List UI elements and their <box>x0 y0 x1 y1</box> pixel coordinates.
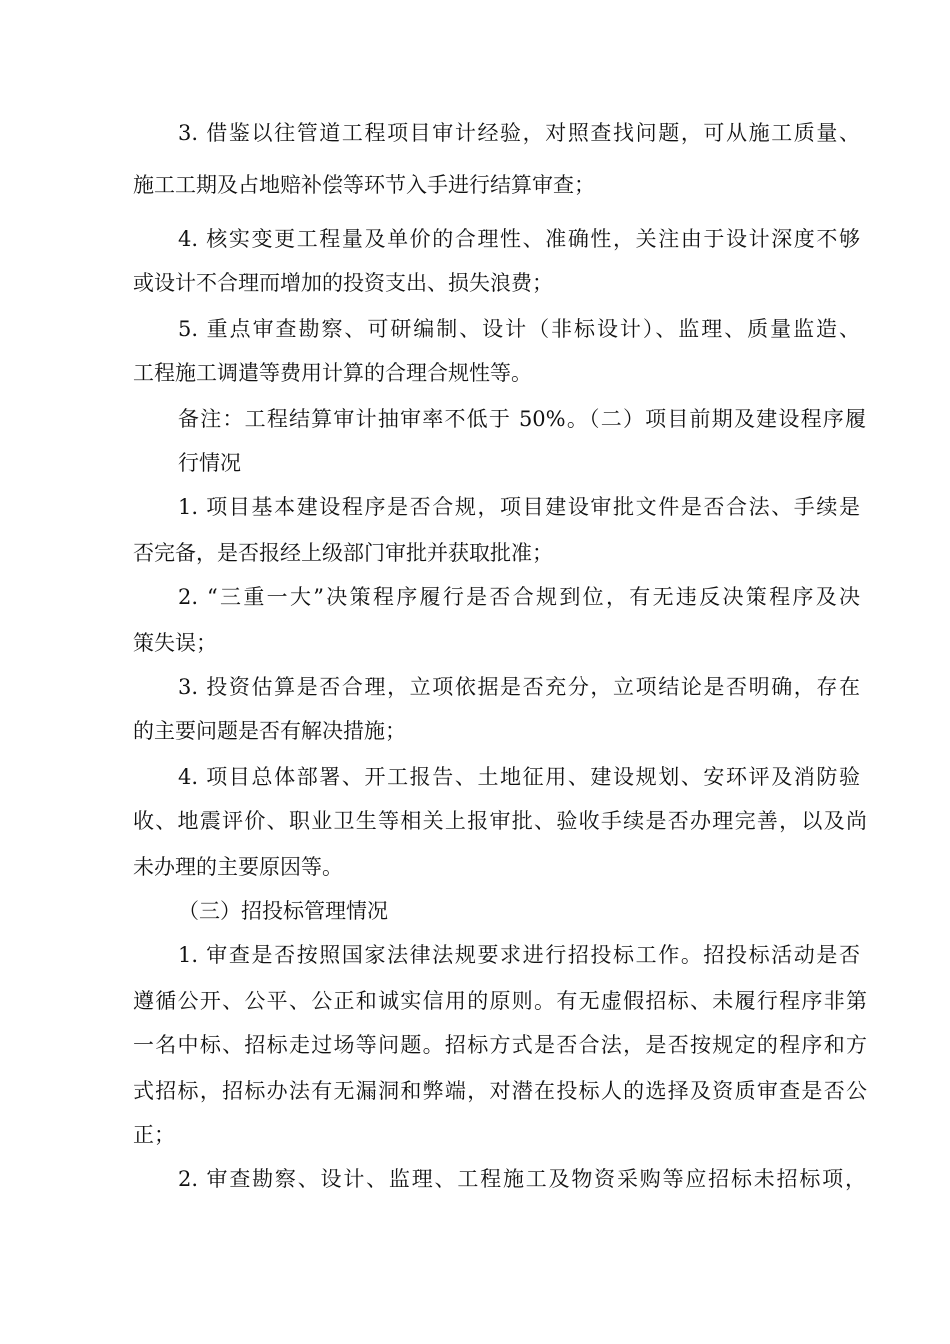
text-line: 2. 审查勘察、设计、监理、工程施工及物资采购等应招标未招标项， <box>178 1167 866 1191</box>
text-line: 2. “三重一大”决策程序履行是否合规到位，有无违反决策程序及决 <box>178 585 860 609</box>
text-line: 工程施工调遣等费用计算的合理合规性等。 <box>133 361 532 385</box>
text-line: 正； <box>133 1123 175 1147</box>
text-line: 行情况 <box>178 451 241 475</box>
text-line: 未办理的主要原因等。 <box>133 855 343 879</box>
text-line: 4. 项目总体部署、开工报告、土地征用、建设规划、安环评及消防验 <box>178 765 860 789</box>
text-line: 一名中标、招标走过场等问题。招标方式是否合法，是否按规定的程序和方 <box>133 1033 867 1057</box>
text-line: 遵循公开、公平、公正和诚实信用的原则。有无虚假招标、未履行程序非第 <box>133 989 867 1013</box>
text-line: 的主要问题是否有解决措施； <box>133 719 406 743</box>
text-line: 式招标，招标办法有无漏洞和弊端，对潜在投标人的选择及资质审查是否公 <box>133 1079 867 1103</box>
text-line: 施工工期及占地赔补偿等环节入手进行结算审查； <box>133 173 595 197</box>
text-line: 3. 投资估算是否合理，立项依据是否充分，立项结论是否明确，存在 <box>178 675 860 699</box>
text-line: 3. 借鉴以往管道工程项目审计经验，对照查找问题，可从施工质量、 <box>178 121 860 145</box>
section-heading: （三）招投标管理情况 <box>178 899 388 923</box>
text-line: 或设计不合理而增加的投资支出、损失浪费； <box>133 271 553 295</box>
text-line: 5. 重点审查勘察、可研编制、设计（非标设计）、监理、质量监造、 <box>178 317 860 341</box>
text-line: 1. 项目基本建设程序是否合规，项目建设审批文件是否合法、手续是 <box>178 495 860 519</box>
text-line: 否完备，是否报经上级部门审批并获取批准； <box>133 541 553 565</box>
text-line: 4. 核实变更工程量及单价的合理性、准确性，关注由于设计深度不够 <box>178 227 860 251</box>
text-line: 备注：工程结算审计抽审率不低于 50%。（二）项目前期及建设程序履 <box>178 407 866 431</box>
text-line: 1. 审查是否按照国家法律法规要求进行招投标工作。招投标活动是否 <box>178 943 860 967</box>
text-line: 收、地震评价、职业卫生等相关上报审批、验收手续是否办理完善，以及尚 <box>133 809 867 833</box>
text-line: 策失误； <box>133 631 217 655</box>
